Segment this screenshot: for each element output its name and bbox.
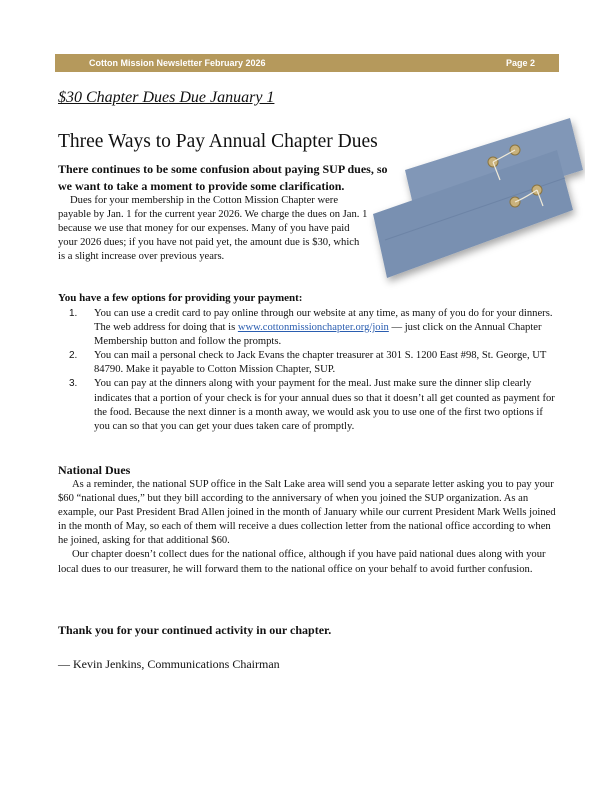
option-number: 3. — [69, 378, 78, 390]
dues-subheading: $30 Chapter Dues Due January 1 — [58, 89, 275, 106]
option-item — [58, 377, 558, 433]
option-text: You can mail a personal check to Jack Evans the chapter treasurer at 301 S. 1200 East #98, St. George, UT 84790. Make it payable to Cotton Mission Chapter, SUP. — [94, 350, 547, 376]
intro-section — [58, 194, 368, 264]
national-dues-heading: National Dues — [58, 463, 131, 477]
envelope-image — [365, 110, 585, 290]
lead-paragraph: There continues to be some confusion about paying SUP dues, so we want to take a moment to provide some clarification. — [58, 162, 388, 193]
thank-you-line: Thank you for your continued activity in our chapter. — [58, 623, 332, 637]
option-text: — just click on the Annual Chapter Membership button and follow the prompts. — [94, 322, 542, 348]
option-item — [58, 307, 558, 349]
option-number: 2. — [69, 350, 78, 362]
national-paragraph: Our chapter doesn’t collect dues for the national office, although if you have paid national dues along with your local dues to our treasurer, he will forward them to the national office on your behalf to avoid further confusion. — [58, 549, 546, 575]
option-text: You can use a credit card to pay online through our website at any time, as many of you do for your dinners. The web address for doing that is — [94, 308, 553, 334]
option-text: You can pay at the dinners along with your payment for the meal. Just make sure the dinner slip clearly indicates that a portion of your check is for your annual dues so that it doesn’t all get counted as payment for the food. Because the next dinner is a month away, we would ask you to use one of the first two options if you can so that you can get your dues taken care of promptly. — [94, 378, 555, 432]
option-number: 1. — [69, 308, 78, 319]
article-title: Three Ways to Pay Annual Chapter Dues — [58, 131, 378, 152]
newsletter-name: Cotton Mission Newsletter February 2026 — [89, 58, 266, 68]
national-dues-section — [58, 478, 558, 577]
intro-paragraph: Dues for your membership in the Cotton Mission Chapter were payable by Jan. 1 for the current year 2026. We charge the dues on Jan. 1 because we use that money for our expenses. Many of you have paid your 2026 dues; if you have not paid yet, the amount due is $30, which is a slight increase over previous years. — [58, 195, 368, 262]
header-bar — [55, 54, 559, 72]
website-link[interactable]: www.cottonmissionchapter.org/join — [237, 322, 389, 334]
national-paragraph: As a reminder, the national SUP office in the Salt Lake area will send you a separate letter asking you to pay your $60 “national dues,” but they bill according to the anniversary of when you joined the SUP organization. As an example, our Past President Brad Allen joined in the month of January while our current President Mark Wells joined in the month of May, so each of them will receive a dues collection letter from the national office according to when he joined, asking for that additional $60. — [58, 479, 556, 547]
payment-options-list — [58, 307, 558, 434]
option-item — [58, 349, 558, 377]
options-title: You have a few options for providing your payment: — [58, 292, 303, 304]
signature: — Kevin Jenkins, Communications Chairman — [58, 657, 280, 671]
page-number: Page 2 — [505, 58, 535, 68]
